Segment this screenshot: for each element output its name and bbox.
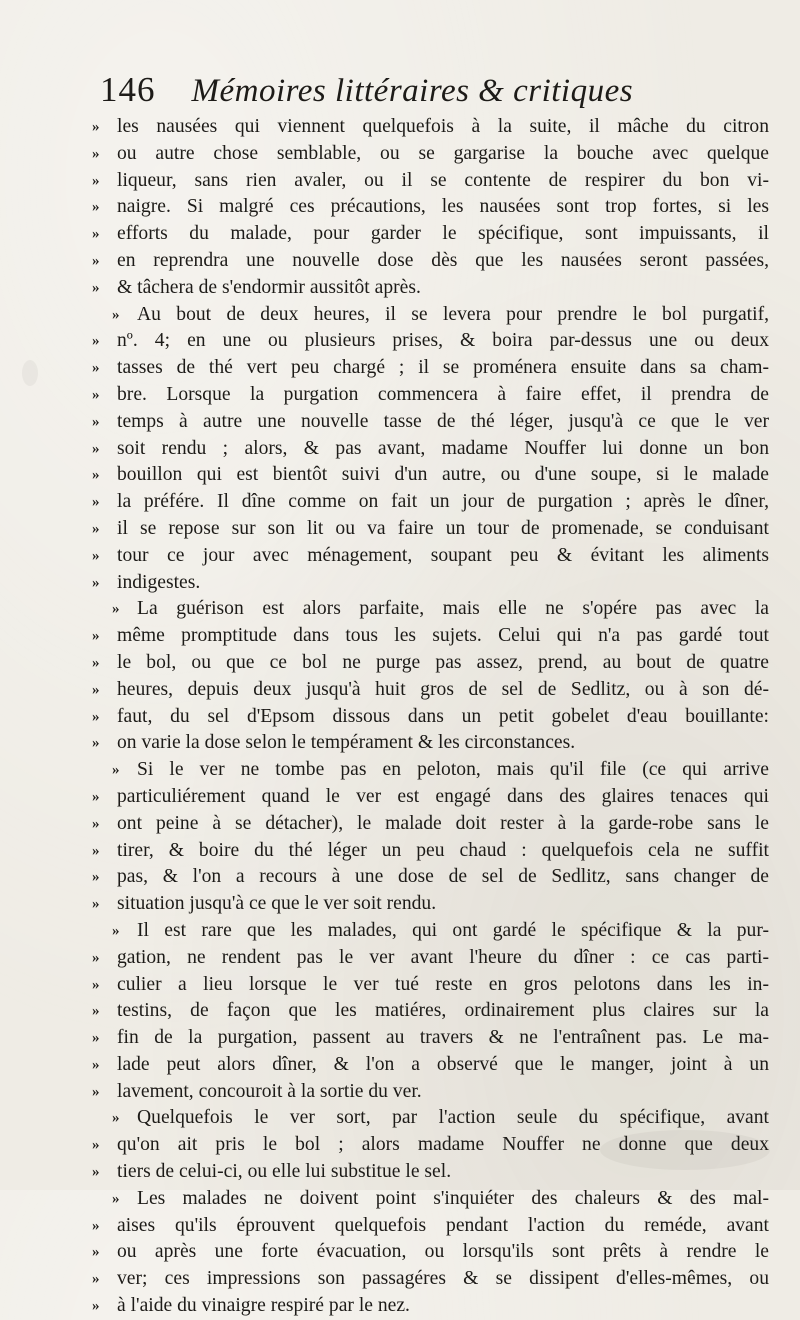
- text-line: [92, 516, 772, 543]
- line-text: tirer, & boire du thé léger un peu chaud : quelquefois cela ne suffit: [117, 839, 769, 861]
- line-text: & tâchera de s'endormir aussitôt après.: [117, 276, 421, 298]
- line-text: Si le ver ne tombe pas en peloton, mais qu'il file (ce qui arrive: [137, 759, 769, 781]
- running-title: Mémoires littéraires & critiques: [191, 73, 634, 109]
- quote-mark: »: [92, 172, 100, 189]
- line-text: qu'on ait pris le bol ; alors madame Nouffer ne donne que deux: [117, 1134, 769, 1156]
- text-line: [92, 436, 772, 463]
- line-text: nº. 4; en une ou plusieurs prises, & boira par-dessus une ou deux: [117, 330, 769, 352]
- line-text: culier a lieu lorsque le ver tué reste en gros pelotons dans les in-: [117, 973, 769, 995]
- text-line: [92, 972, 772, 999]
- quote-mark: »: [92, 467, 100, 484]
- quote-mark: »: [112, 1110, 120, 1127]
- quote-mark: »: [92, 386, 100, 403]
- text-line: [92, 784, 772, 811]
- line-text: testins, de façon que les matiéres, ordinairement plus claires sur la: [117, 1000, 769, 1022]
- quote-mark: »: [92, 1164, 100, 1181]
- text-line: [92, 489, 772, 516]
- text-line: [92, 1079, 772, 1106]
- quote-mark: »: [112, 1190, 120, 1207]
- line-text: à l'aide du vinaigre respiré par le nez.: [117, 1295, 410, 1317]
- quote-mark: »: [92, 896, 100, 913]
- text-line: [92, 1132, 772, 1159]
- line-text: bouillon qui est bientôt suivi d'un autre, ou d'une soupe, si le malade: [117, 464, 769, 486]
- line-text: il se repose sur son lit ou va faire un tour de promenade, se conduisant: [117, 517, 769, 539]
- line-text: indigestes.: [117, 571, 201, 593]
- text-line: [92, 704, 772, 731]
- line-text: efforts du malade, pour garder le spécifique, sont impuissants, il: [117, 223, 769, 245]
- text-line: [92, 891, 772, 918]
- quote-mark: »: [92, 628, 100, 645]
- quote-mark: »: [92, 976, 100, 993]
- quote-mark: »: [92, 869, 100, 886]
- text-line: [92, 1025, 772, 1052]
- quote-mark: »: [112, 762, 120, 779]
- line-text: ont peine à se détacher), le malade doit rester à la garde-robe sans le: [117, 812, 769, 834]
- text-line: [92, 275, 772, 302]
- quote-mark: »: [92, 681, 100, 698]
- text-line: [92, 864, 772, 891]
- line-text: heures, depuis deux jusqu'à huit gros de sel de Sedlitz, ou à son dé-: [117, 678, 769, 700]
- line-text: tour ce jour avec ménagement, soupant peu & évitant les aliments: [117, 544, 769, 566]
- quote-mark: »: [92, 119, 100, 135]
- line-text: Les malades ne doivent point s'inquiéter des chaleurs & des mal-: [137, 1187, 769, 1209]
- line-text: Au bout de deux heures, il se levera pour prendre le bol purgatif,: [137, 303, 769, 325]
- quote-mark: »: [92, 708, 100, 725]
- line-text: situation jusqu'à ce que le ver soit rendu.: [117, 893, 437, 915]
- quote-mark: »: [92, 1244, 100, 1261]
- quote-mark: »: [92, 440, 100, 457]
- line-text: même promptitude dans tous les sujets. Celui qui n'a pas gardé tout: [117, 625, 769, 647]
- line-text: naigre. Si malgré ces précautions, les nausées sont trop fortes, si les: [117, 196, 769, 218]
- line-text: Il est rare que les malades, qui ont gardé le spécifique & la pur-: [137, 919, 769, 941]
- text-line: [92, 623, 772, 650]
- quote-mark: »: [92, 654, 100, 671]
- quote-mark: »: [112, 306, 120, 323]
- quote-mark: »: [92, 520, 100, 537]
- line-text: pas, & l'on a recours à une dose de sel de Sedlitz, sans changer de: [117, 866, 769, 888]
- quote-mark: »: [92, 1137, 100, 1154]
- quote-mark: »: [92, 1083, 100, 1100]
- text-line: [92, 998, 772, 1025]
- text-line: [92, 194, 772, 221]
- line-text: temps à autre une nouvelle tasse de thé léger, jusqu'à ce que le ver: [117, 410, 769, 432]
- quote-mark: »: [92, 574, 100, 591]
- text-line: [92, 382, 772, 409]
- quote-mark: »: [92, 333, 100, 350]
- quote-mark: »: [112, 922, 120, 939]
- line-text: on varie la dose selon le tempérament & les circonstances.: [117, 732, 576, 754]
- line-text: ou après une forte évacuation, ou lorsqu'ils sont prêts à rendre le: [117, 1241, 769, 1263]
- quote-mark: »: [92, 949, 100, 966]
- quote-mark: »: [92, 252, 100, 269]
- quote-mark: »: [92, 788, 100, 805]
- line-text: aises qu'ils éprouvent quelquefois pendant l'action du reméde, avant: [117, 1214, 769, 1236]
- line-text: la préfére. Il dîne comme on fait un jour de purgation ; après le dîner,: [117, 491, 769, 513]
- quote-mark: »: [92, 1030, 100, 1047]
- paragraph-first-line: [92, 1105, 772, 1132]
- text-line: [92, 811, 772, 838]
- quote-mark: »: [92, 547, 100, 564]
- line-text: les nausées qui viennent quelquefois à la suite, il mâche du citron: [117, 116, 769, 137]
- line-text: ver; ces impressions son passagéres & se dissipent d'elles-mêmes, ou: [117, 1268, 769, 1290]
- line-text: faut, du sel d'Epsom dissous dans un petit gobelet d'eau bouillante:: [117, 705, 769, 727]
- paragraph-first-line: [92, 596, 772, 623]
- text-line: [92, 945, 772, 972]
- paragraph-first-line: [92, 302, 772, 329]
- line-text: bre. Lorsque la purgation commencera à faire effet, il prendra de: [117, 383, 769, 405]
- text-line: [92, 1159, 772, 1186]
- line-text: Quelquefois le ver sort, par l'action seule du spécifique, avant: [137, 1107, 769, 1129]
- text-line: [92, 1293, 772, 1320]
- quote-mark: »: [92, 1056, 100, 1073]
- text-line: [92, 677, 772, 704]
- text-line: [92, 168, 772, 195]
- paragraph-first-line: [92, 757, 772, 784]
- line-text: lavement, concouroit à la sortie du ver.: [117, 1080, 422, 1102]
- line-text: tiers de celui-ci, ou elle lui substitue le sel.: [117, 1161, 452, 1183]
- text-line: [92, 1213, 772, 1240]
- quote-mark: »: [112, 601, 120, 618]
- text-line: [92, 221, 772, 248]
- text-line: [92, 114, 772, 141]
- body-text: [92, 114, 772, 1320]
- quote-mark: »: [92, 842, 100, 859]
- page-header: [100, 70, 760, 114]
- line-text: liqueur, sans rien avaler, ou il se contente de respirer du bon vi-: [117, 169, 769, 191]
- line-text: soit rendu ; alors, & pas avant, madame Nouffer lui donne un bon: [117, 437, 769, 459]
- line-text: La guérison est alors parfaite, mais elle ne s'opére pas avec la: [137, 598, 769, 620]
- text-line: [92, 248, 772, 275]
- text-line: [92, 570, 772, 597]
- quote-mark: »: [92, 735, 100, 752]
- text-line: [92, 650, 772, 677]
- text-line: [92, 730, 772, 757]
- quote-mark: »: [92, 413, 100, 430]
- text-line: [92, 462, 772, 489]
- line-text: ou autre chose semblable, ou se gargarise la bouche avec quelque: [117, 142, 769, 164]
- quote-mark: »: [92, 494, 100, 511]
- text-line: [92, 355, 772, 382]
- text-line: [92, 543, 772, 570]
- line-text: gation, ne rendent pas le ver avant l'heure du dîner : ce cas parti-: [117, 946, 769, 968]
- line-text: le bol, ou que ce bol ne purge pas assez, prend, au bout de quatre: [117, 651, 769, 673]
- text-line: [92, 838, 772, 865]
- line-text: particuliérement quand le ver est engagé dans des glaires tenaces qui: [117, 785, 769, 807]
- paper-stain: [22, 360, 38, 386]
- quote-mark: »: [92, 1003, 100, 1020]
- quote-mark: »: [92, 1271, 100, 1288]
- quote-mark: »: [92, 226, 100, 243]
- line-text: fin de la purgation, passent au travers & ne l'entraînent pas. Le ma-: [117, 1027, 769, 1049]
- quote-mark: »: [92, 1217, 100, 1234]
- quote-mark: »: [92, 279, 100, 296]
- text-line: [92, 1052, 772, 1079]
- page-number: 146: [100, 70, 156, 109]
- line-text: tasses de thé vert peu chargé ; il se proménera ensuite dans sa cham-: [117, 357, 769, 379]
- quote-mark: »: [92, 360, 100, 377]
- paragraph-first-line: [92, 918, 772, 945]
- quote-mark: »: [92, 199, 100, 216]
- text-line: [92, 1239, 772, 1266]
- quote-mark: »: [92, 145, 100, 162]
- text-line: [92, 409, 772, 436]
- line-text: en reprendra une nouvelle dose dès que les nausées seront passées,: [117, 249, 769, 271]
- text-line: [92, 1266, 772, 1293]
- line-text: lade peut alors dîner, & l'on a observé que le manger, joint à un: [117, 1053, 769, 1075]
- text-line: [92, 328, 772, 355]
- text-line: [92, 141, 772, 168]
- quote-mark: »: [92, 815, 100, 832]
- quote-mark: »: [92, 1298, 100, 1315]
